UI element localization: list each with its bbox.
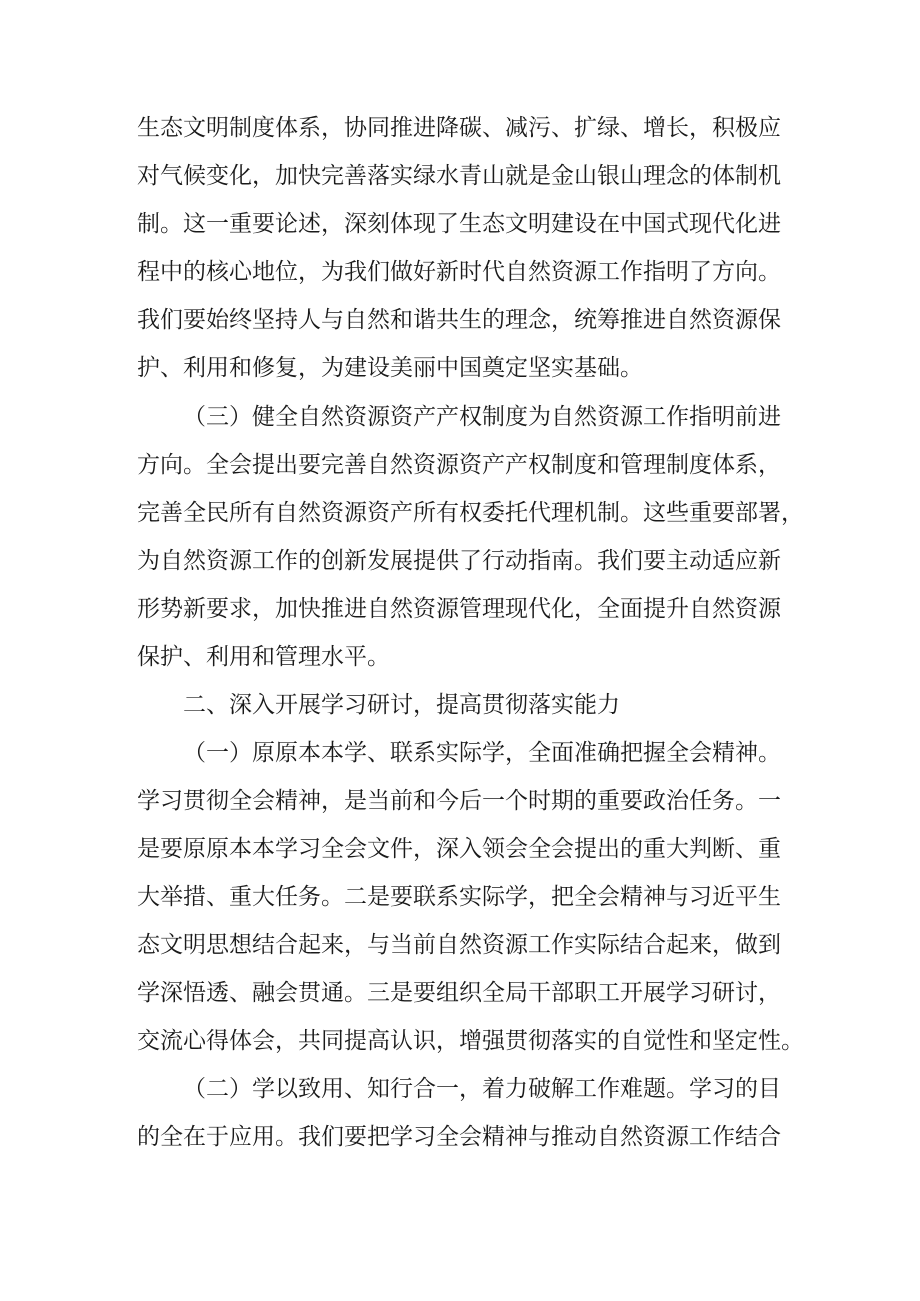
text-line: 为自然资源工作的创新发展提供了行动指南。我们要主动适应新 xyxy=(137,548,781,574)
text-line: 态文明思想结合起来，与当前自然资源工作实际结合起来，做到 xyxy=(137,932,781,958)
text-line: 对气候变化，加快完善落实绿水青山就是金山银山理念的体制机 xyxy=(137,163,781,189)
text-line: 我们要始终坚持人与自然和谐共生的理念，统筹推进自然资源保 xyxy=(137,307,781,333)
section-heading-3: （三）健全自然资源资产产权制度为自然资源工作指明前进 xyxy=(183,404,781,430)
text-line: 交流心得体会，共同提高认识，增强贯彻落实的自觉性和坚定性。 xyxy=(137,1028,804,1054)
text-line: 完善全民所有自然资源资产所有权委托代理机制。这些重要部署， xyxy=(137,500,804,526)
text-line: 制。这一重要论述，深刻体现了生态文明建设在中国式现代化进 xyxy=(137,211,781,237)
text-line: 程中的核心地位，为我们做好新时代自然资源工作指明了方向。 xyxy=(137,259,781,285)
text-line: 生态文明制度体系，协同推进降碳、减污、扩绿、增长，积极应 xyxy=(137,115,781,141)
text-line: 学习贯彻全会精神，是当前和今后一个时期的重要政治任务。一 xyxy=(137,788,781,814)
text-line: 形势新要求，加快推进自然资源管理现代化，全面提升自然资源 xyxy=(137,596,781,622)
text-line: 学深悟透、融会贯通。三是要组织全局干部职工开展学习研讨， xyxy=(137,980,781,1006)
text-line: 的全在于应用。我们要把学习全会精神与推动自然资源工作结合 xyxy=(137,1124,781,1150)
text-line: 是要原原本本学习全会文件，深入领会全会提出的重大判断、重 xyxy=(137,836,781,862)
text-line: 方向。全会提出要完善自然资源资产产权制度和管理制度体系， xyxy=(137,452,781,478)
subsection-heading-1: （一）原原本本学、联系实际学，全面准确把握全会精神。 xyxy=(183,740,781,766)
text-line: 护、利用和修复，为建设美丽中国奠定坚实基础。 xyxy=(137,355,643,381)
section-heading-2: 二、深入开展学习研讨，提高贯彻落实能力 xyxy=(183,692,620,718)
subsection-heading-2: （二）学以致用、知行合一，着力破解工作难题。学习的目 xyxy=(183,1076,781,1102)
text-line: 大举措、重大任务。二是要联系实际学，把全会精神与习近平生 xyxy=(137,884,781,910)
text-line: 保护、利用和管理水平。 xyxy=(137,644,390,670)
